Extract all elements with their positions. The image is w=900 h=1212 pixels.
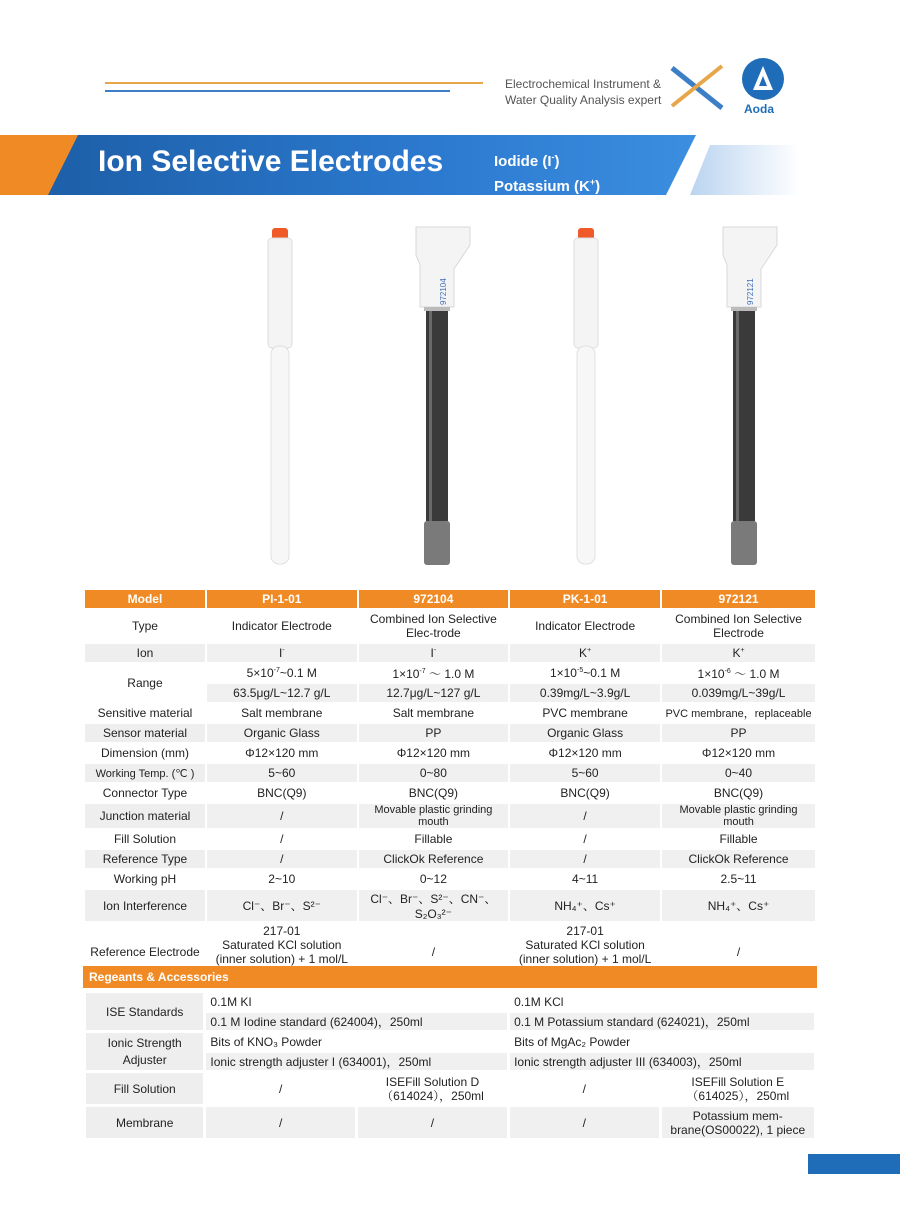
table-cell: 4~11 (509, 869, 661, 889)
table-cell: NH₄⁺、Cs⁺ (509, 889, 661, 922)
table-cell: / (205, 1106, 356, 1140)
row-label: Reference Electrode (84, 922, 206, 982)
x-mark-icon (668, 62, 726, 112)
table-cell: Bits of KNO₃ Powder (205, 1032, 509, 1052)
table-cell: PVC membrane (509, 703, 661, 723)
table-row-reference (84, 849, 816, 869)
row-label: Ion (84, 643, 206, 663)
company-tagline (505, 76, 661, 108)
reagents-table (83, 990, 817, 1141)
table-cell: Ionic strength adjuster III (634003)，250ml (509, 1052, 816, 1072)
table-cell: Fillable (358, 829, 510, 849)
row-label: Sensitive material (84, 703, 206, 723)
table-cell: Cl⁻、Br⁻、S²⁻、CN⁻、S₂O₃²⁻ (358, 889, 510, 922)
row-label: Fill Solution (84, 829, 206, 849)
header-cell: 972121 (661, 589, 816, 609)
row-label: Type (84, 609, 206, 643)
electrode-image-972104 (410, 225, 474, 570)
electrode-image-972121 (717, 225, 781, 570)
table-cell: I- (206, 643, 358, 663)
table-row-ise (85, 992, 816, 1012)
subtitle-iodide: Iodide (I-) (494, 152, 560, 170)
header-cell: PI-1-01 (206, 589, 358, 609)
table-row-isa (85, 1032, 816, 1052)
table-cell: $1\times 10^{-6}$ ～ 1.0 M (661, 663, 816, 683)
row-label: Working Temp. (℃ ) (84, 763, 206, 783)
table-cell: Combined Ion Selective Elec-trode (358, 609, 510, 643)
logo-text: Aoda (744, 102, 774, 116)
row-label: Dimension (mm) (84, 743, 206, 763)
table-cell: 0.1M KI (205, 992, 509, 1012)
table-cell: 217-01 Saturated KCl solution (inner solution) + 1 mol/L (206, 922, 358, 982)
table-cell: BNC(Q9) (358, 783, 510, 803)
table-cell: 0~12 (358, 869, 510, 889)
table-cell: Indicator Electrode (509, 609, 661, 643)
table-cell: 0~80 (358, 763, 510, 783)
table-cell: 12.7μg/L~127 g/L (358, 683, 510, 703)
row-label: Connector Type (84, 783, 206, 803)
table-cell: Ionic strength adjuster I (634001)，250ml (205, 1052, 509, 1072)
table-cell: Combined Ion Selective Electrode (661, 609, 816, 643)
table-cell: Salt membrane (206, 703, 358, 723)
table-cell: / (205, 1072, 356, 1106)
table-cell: Potassium mem- brane(OS00022), 1 piece (660, 1106, 815, 1140)
table-row-dimension (84, 743, 816, 763)
table-cell: Bits of MgAc₂ Powder (509, 1032, 816, 1052)
table-cell: ClickOk Reference (661, 849, 816, 869)
table-cell: / (509, 849, 661, 869)
row-label: Junction material (84, 803, 206, 829)
table-cell: 0.1 M Potassium standard (624021)，250ml (509, 1012, 816, 1032)
table-cell: / (356, 1106, 508, 1140)
table-cell: $1\times 10^{-7}$ ～ 1.0 M (358, 663, 510, 683)
table-row-fill (84, 829, 816, 849)
header-cell: Model (84, 589, 206, 609)
table-cell: / (206, 803, 358, 829)
table-row-type (84, 609, 816, 643)
row-label: Fill Solution (85, 1072, 205, 1106)
table-cell: / (358, 922, 510, 982)
table-cell: ISEFill Solution E （614025），250ml (660, 1072, 815, 1106)
page-corner-bar (808, 1154, 900, 1174)
table-row-fill-solution (85, 1072, 816, 1106)
table-row-ion (84, 643, 816, 663)
page-title: Ion Selective Electrodes (98, 145, 444, 178)
row-label: Range (84, 663, 206, 703)
table-cell: K+ (509, 643, 661, 663)
table-cell: BNC(Q9) (661, 783, 816, 803)
row-label: ISE Standards (85, 992, 205, 1032)
electrode-image-pi-1-01 (262, 228, 298, 568)
table-cell: Salt membrane (358, 703, 510, 723)
table-row-sensor (84, 723, 816, 743)
table-row-ph (84, 869, 816, 889)
header-rule-blue (105, 90, 450, 92)
table-cell: 217-01 Saturated KCl solution (inner solution) + 1 mol/L (509, 922, 661, 982)
banner-subtitle (494, 147, 600, 197)
table-cell: NH₄⁺、Cs⁺ (661, 889, 816, 922)
table-cell: Φ12×120 mm (206, 743, 358, 763)
table-cell: Organic Glass (206, 723, 358, 743)
table-cell: Φ12×120 mm (358, 743, 510, 763)
tagline-line-1: Electrochemical Instrument & (505, 77, 662, 91)
electrode-label-972121: 972121 (746, 278, 755, 305)
table-cell: ClickOk Reference (358, 849, 510, 869)
table-row-junction (84, 803, 816, 829)
table-cell: 0.39mg/L~3.9g/L (509, 683, 661, 703)
banner-fade (690, 145, 800, 195)
table-row-membrane (85, 1106, 816, 1140)
table-cell: Φ12×120 mm (509, 743, 661, 763)
table-cell: $1\times 10^{-5}\sim 0.1$ M (509, 663, 661, 683)
table-cell: / (661, 922, 816, 982)
row-label: Reference Type (84, 849, 206, 869)
header-cell: PK-1-01 (509, 589, 661, 609)
table-cell: BNC(Q9) (509, 783, 661, 803)
header-rule-orange (105, 82, 483, 84)
header-cell: 972104 (358, 589, 510, 609)
table-cell: 0~40 (661, 763, 816, 783)
table-cell: PP (661, 723, 816, 743)
table-cell: 0.039mg/L~39g/L (661, 683, 816, 703)
table-cell: 0.1 M Iodine standard (624004)，250ml (205, 1012, 509, 1032)
row-label: Ion Interference (84, 889, 206, 922)
table-row-temp (84, 763, 816, 783)
table-cell: / (206, 829, 358, 849)
table-cell: 2.5~11 (661, 869, 816, 889)
row-label: Working pH (84, 869, 206, 889)
table-cell: 63.5μg/L~12.7 g/L (206, 683, 358, 703)
table-cell: K+ (661, 643, 816, 663)
table-cell: 5~60 (206, 763, 358, 783)
table-row-range (84, 663, 816, 683)
table-header-row (84, 589, 816, 609)
table-cell: / (509, 1072, 660, 1106)
table-cell: Indicator Electrode (206, 609, 358, 643)
aoda-logo-icon (740, 56, 786, 102)
row-label: Membrane (85, 1106, 205, 1140)
subtitle-potassium: Potassium (K+) (494, 177, 601, 195)
table-cell: Fillable (661, 829, 816, 849)
table-cell: 2~10 (206, 869, 358, 889)
electrode-label-972104: 972104 (439, 278, 448, 305)
table-cell: I- (358, 643, 510, 663)
table-cell: Organic Glass (509, 723, 661, 743)
spec-table (83, 588, 817, 983)
table-cell: BNC(Q9) (206, 783, 358, 803)
table-row-interference (84, 889, 816, 922)
table-cell: / (206, 849, 358, 869)
table-cell: / (509, 803, 661, 829)
table-cell: Cl⁻、Br⁻、S²⁻ (206, 889, 358, 922)
table-cell: / (509, 829, 661, 849)
table-cell: Movable plastic grinding mouth (661, 803, 816, 829)
table-cell: Movable plastic grinding mouth (358, 803, 510, 829)
reagents-header: Regeants & Accessories (83, 966, 817, 988)
table-cell: / (509, 1106, 660, 1140)
tagline-line-2: Water Quality Analysis expert (505, 93, 662, 107)
table-row-connector (84, 783, 816, 803)
table-cell: Φ12×120 mm (661, 743, 816, 763)
table-cell: $5\times 10^{-7}\sim 0.1$ M (206, 663, 358, 683)
table-cell: PVC membrane，replaceable (661, 703, 816, 723)
table-cell: PP (358, 723, 510, 743)
table-cell: 5~60 (509, 763, 661, 783)
electrode-image-pk-1-01 (568, 228, 604, 568)
table-cell: 0.1M KCl (509, 992, 816, 1012)
table-row-sensitive (84, 703, 816, 723)
table-cell: ISEFill Solution D （614024），250ml (356, 1072, 508, 1106)
row-label: Sensor material (84, 723, 206, 743)
row-label: Ionic Strength Adjuster (85, 1032, 205, 1072)
